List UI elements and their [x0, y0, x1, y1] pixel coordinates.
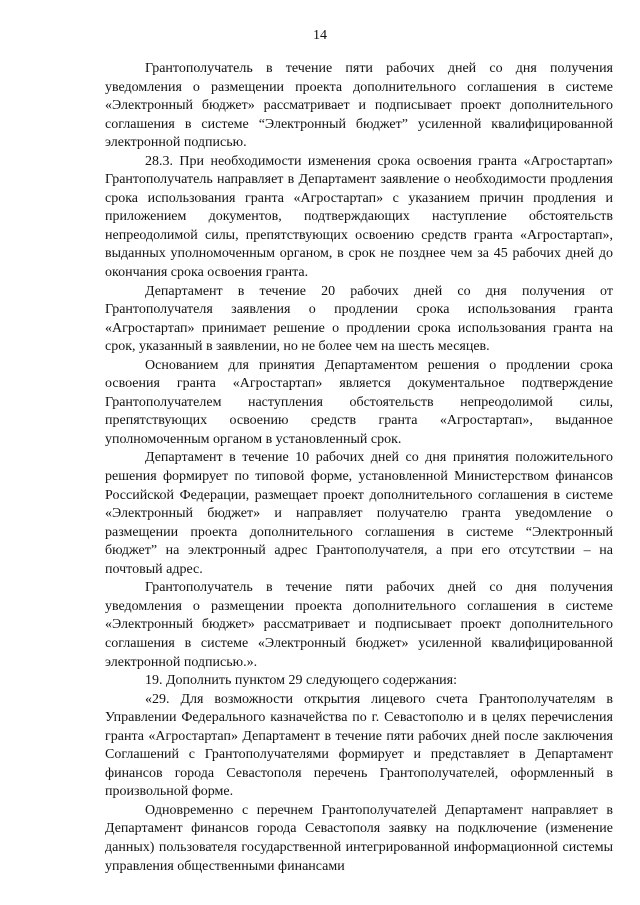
paragraph-item-29: «29. Для возможности открытия лицевого счета Грантополучателям в Управлении Федерального казначейства по г. Севастополю и в целях перечисления гранта «Агростартап» Департамент в течение пяти рабочих дней после заключения Соглашений с Грантополучателями формирует и представляет в Департамент финансов города Севастополя перечень Грантополучателей, оформленный в произвольной форме. — [105, 691, 613, 800]
paragraph-simultaneously: Одновременно с перечнем Грантополучателей Департамент направляет в Департамент финансов города Севастополя заявку на подключение (изменение данных) пользователя государственной интегрированной информационной системы управления общественными финансами — [105, 802, 613, 874]
paragraph-department-forms: Департамент в течение 10 рабочих дней со дня принятия положительного решения формирует по типовой форме, установленной Министерством финансов Российской Федерации, размещает проект дополнительного соглашения в системе «Электронный бюджет» и направляет получателю гранта уведомление о размещении проекта дополнительного соглашения в системе “Электронный бюджет” на электронный адрес Грантополучателя, а при его отсутствии – на почтовый адрес. — [105, 450, 613, 577]
page-number: 14 — [313, 28, 327, 43]
document-body — [105, 60, 613, 876]
paragraph-department-decision: Департамент в течение 20 рабочих дней со дня получения от Грантополучателя заявления о продлении срока использования гранта «Агростартап» принимает решение о продлении срока использования гранта на срок, указанный в заявлении, но не более чем на шесть месяцев. — [105, 283, 613, 355]
paragraph-grounds: Основанием для принятия Департаментом решения о продлении срока освоения гранта «Агростартап» является документальное подтверждение Грантополучателем наступления обстоятельств непреодолимой силы, препятствующих освоению средств гранта «Агростартап», выданное уполномоченным органом в установленный срок. — [105, 357, 613, 447]
paragraph-item-19: 19. Дополнить пунктом 29 следующего содержания: — [145, 673, 458, 689]
paragraph-grantee-signing: Грантополучатель в течение пяти рабочих дней со дня получения уведомления о размещении проекта дополнительного соглашения в системе «Электронный бюджет» рассматривает и подписывает проект дополнительного соглашения в системе «Электронный бюджет» усиленной квалифицированной электронной подписью.». — [105, 580, 613, 670]
paragraph-28-3: 28.3. При необходимости изменения срока освоения гранта «Агростартап» Грантополучатель направляет в Департамент заявление о необходимости продления срока использования гранта «Агростартап» с указанием причин продления и приложением документов, подтверждающих наступление обстоятельств непреодолимой силы, препятствующих освоению средств гранта «Агростартап», выданных уполномоченным органом, в срок не позднее чем за 45 рабочих дней до окончания срока освоения гранта. — [105, 153, 613, 281]
paragraph-notification-signing: Грантополучатель в течение пяти рабочих дней со дня получения уведомления о размещении проекта дополнительного соглашения в системе «Электронный бюджет» рассматривает и подписывает проект дополнительного соглашения в системе “Электронный бюджет” усиленной квалифицированной электронной подписью. — [105, 61, 613, 151]
